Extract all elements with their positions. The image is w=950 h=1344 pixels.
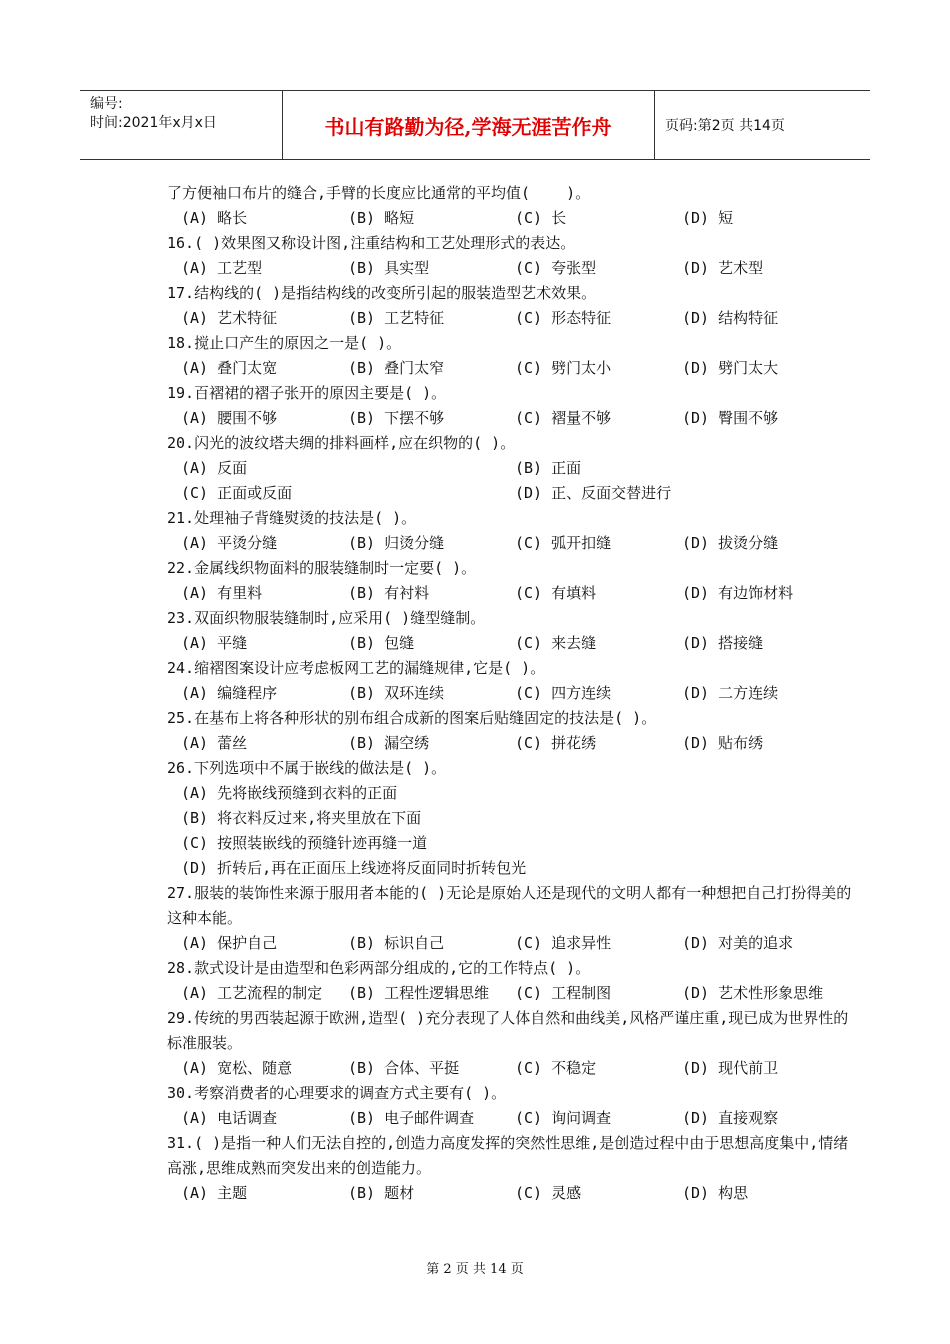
option-row [167, 531, 857, 556]
option: (C) 正面或反面 [181, 484, 293, 502]
question-text: 30.考察消费者的心理要求的调查方式主要有( )。 [167, 1084, 507, 1102]
option: (C) 劈门太小 [515, 359, 612, 377]
question-text: 22.金属线织物面料的服装缝制时一定要( )。 [167, 559, 477, 577]
option: (B) 正面 [515, 459, 582, 477]
header-motto: 书山有路勤为径,学海无涯苦作舟 [324, 114, 612, 139]
option: (D) 艺术性形象思维 [682, 984, 824, 1002]
option: (D) 搭接缝 [682, 634, 764, 652]
option-row [167, 356, 857, 381]
intro-options [167, 206, 857, 231]
option: (C) 褶量不够 [515, 409, 612, 427]
intro-question: 了方便袖口布片的缝合,手臂的长度应比通常的平均值( )。 [167, 184, 591, 202]
option-row [167, 931, 857, 956]
option: (C) 按照装嵌线的预缝针迹再缝一道 [181, 834, 428, 852]
question-text: 29.传统的男西装起源于欧洲,造型( )充分表现了人体自然和曲线美,风格严谨庄重,现已成为世界性的标准服装。 [167, 1009, 849, 1052]
question-text: 27.服装的装饰性来源于服用者本能的( )无论是原始人还是现代的文明人都有一种想把自己打扮得美的这种本能。 [167, 884, 852, 927]
option-row [167, 481, 857, 506]
option-row [167, 581, 857, 606]
option: (A) 略长 [181, 209, 248, 227]
option: (B) 有衬料 [348, 584, 430, 602]
option: (C) 夸张型 [515, 259, 597, 277]
option: (A) 叠门太宽 [181, 359, 278, 377]
option-row [167, 681, 857, 706]
option: (C) 弧开扣缝 [515, 534, 612, 552]
option: (A) 工艺型 [181, 259, 263, 277]
option: (C) 来去缝 [515, 634, 597, 652]
page-header [80, 90, 870, 160]
option: (D) 结构特征 [682, 309, 779, 327]
option-row [167, 456, 857, 481]
option: (D) 折转后,再在正面压上线迹将反面同时折转包光 [181, 859, 527, 877]
option: (D) 二方连续 [682, 684, 779, 702]
header-divider [654, 91, 655, 159]
option: (A) 保护自己 [181, 934, 278, 952]
option: (A) 平缝 [181, 634, 248, 652]
option-row [167, 306, 857, 331]
option: (B) 电子邮件调查 [348, 1109, 475, 1127]
question-text: 28.款式设计是由造型和色彩两部分组成的,它的工作特点( )。 [167, 959, 591, 977]
option: (B) 包缝 [348, 634, 415, 652]
option: (B) 将衣料反过来,将夹里放在下面 [181, 809, 422, 827]
page-label: 页码:第2页 共14页 [665, 118, 785, 134]
option: (B) 双环连续 [348, 684, 445, 702]
option: (A) 反面 [181, 459, 248, 477]
option: (D) 有边饰材料 [682, 584, 794, 602]
question-text: 17.结构线的( )是指结构线的改变所引起的服装造型艺术效果。 [167, 284, 597, 302]
question-text: 23.双面织物服装缝制时,应采用( )缝型缝制。 [167, 609, 486, 627]
time-label: 时间:2021年x月x日 [90, 115, 217, 131]
header-info [90, 95, 217, 133]
question-text: 26.下列选项中不属于嵌线的做法是( )。 [167, 759, 447, 777]
option: (D) 短 [682, 209, 734, 227]
question-text: 25.在基布上将各种形状的别布组合成新的图案后贴缝固定的技法是( )。 [167, 709, 657, 727]
question-text: 24.缩褶图案设计应考虑板网工艺的漏缝规律,它是( )。 [167, 659, 546, 677]
question-text: 20.闪光的波纹塔夫绸的排料画样,应在织物的( )。 [167, 434, 516, 452]
option-row [167, 1056, 857, 1081]
option: (A) 平烫分缝 [181, 534, 278, 552]
option: (C) 拼花绣 [515, 734, 597, 752]
option: (C) 工程制图 [515, 984, 612, 1002]
option: (D) 艺术型 [682, 259, 764, 277]
option: (A) 编缝程序 [181, 684, 278, 702]
serial-label: 编号: [90, 96, 123, 112]
page-footer: 第 2 页 共 14 页 [426, 1262, 524, 1277]
option: (D) 贴布绣 [682, 734, 764, 752]
option-row [167, 981, 857, 1006]
option-row [167, 631, 857, 656]
option: (D) 现代前卫 [682, 1059, 779, 1077]
option: (B) 工艺特征 [348, 309, 445, 327]
option: (A) 蕾丝 [181, 734, 248, 752]
question-text: 31.( )是指一种人们无法自控的,创造力高度发挥的突然性思维,是创造过程中由于思想高度集中,情绪高涨,思维成熟而突发出来的创造能力。 [167, 1134, 849, 1177]
option: (D) 对美的追求 [682, 934, 794, 952]
option-row [167, 406, 857, 431]
option: (A) 宽松、随意 [181, 1059, 293, 1077]
option: (B) 漏空绣 [348, 734, 430, 752]
option: (B) 工程性逻辑思维 [348, 984, 490, 1002]
option: (B) 合体、平挺 [348, 1059, 460, 1077]
option: (C) 不稳定 [515, 1059, 597, 1077]
option: (B) 归烫分缝 [348, 534, 445, 552]
option: (C) 询问调查 [515, 1109, 612, 1127]
option: (D) 直接观察 [682, 1109, 779, 1127]
option: (D) 劈门太大 [682, 359, 779, 377]
question-text: 19.百褶裙的褶子张开的原因主要是( )。 [167, 384, 447, 402]
option: (B) 具实型 [348, 259, 430, 277]
option-row [167, 256, 857, 281]
option: (A) 电话调查 [181, 1109, 278, 1127]
option: (B) 下摆不够 [348, 409, 445, 427]
option: (D) 拔烫分缝 [682, 534, 779, 552]
question-list [167, 181, 857, 1206]
option: (D) 臀围不够 [682, 409, 779, 427]
option: (D) 构思 [682, 1184, 749, 1202]
option: (A) 先将嵌线预缝到衣料的正面 [181, 784, 398, 802]
option-row [167, 731, 857, 756]
option-row [167, 1181, 857, 1206]
option: (A) 工艺流程的制定 [181, 984, 323, 1002]
option: (C) 四方连续 [515, 684, 612, 702]
option: (B) 叠门太窄 [348, 359, 445, 377]
option: (C) 形态特征 [515, 309, 612, 327]
question-text: 18.搅止口产生的原因之一是( )。 [167, 334, 402, 352]
option: (C) 灵感 [515, 1184, 582, 1202]
option-row [167, 1106, 857, 1131]
option: (A) 腰围不够 [181, 409, 278, 427]
option: (A) 主题 [181, 1184, 248, 1202]
option: (C) 长 [515, 209, 567, 227]
option: (D) 正、反面交替进行 [515, 484, 672, 502]
option: (A) 艺术特征 [181, 309, 278, 327]
option: (C) 追求异性 [515, 934, 612, 952]
option: (A) 有里料 [181, 584, 263, 602]
question-text: 16.( )效果图又称设计图,注重结构和工艺处理形式的表达。 [167, 234, 576, 252]
option: (B) 略短 [348, 209, 415, 227]
option: (B) 题材 [348, 1184, 415, 1202]
option: (B) 标识自己 [348, 934, 445, 952]
question-text: 21.处理袖子背缝熨烫的技法是( )。 [167, 509, 417, 527]
option: (C) 有填料 [515, 584, 597, 602]
